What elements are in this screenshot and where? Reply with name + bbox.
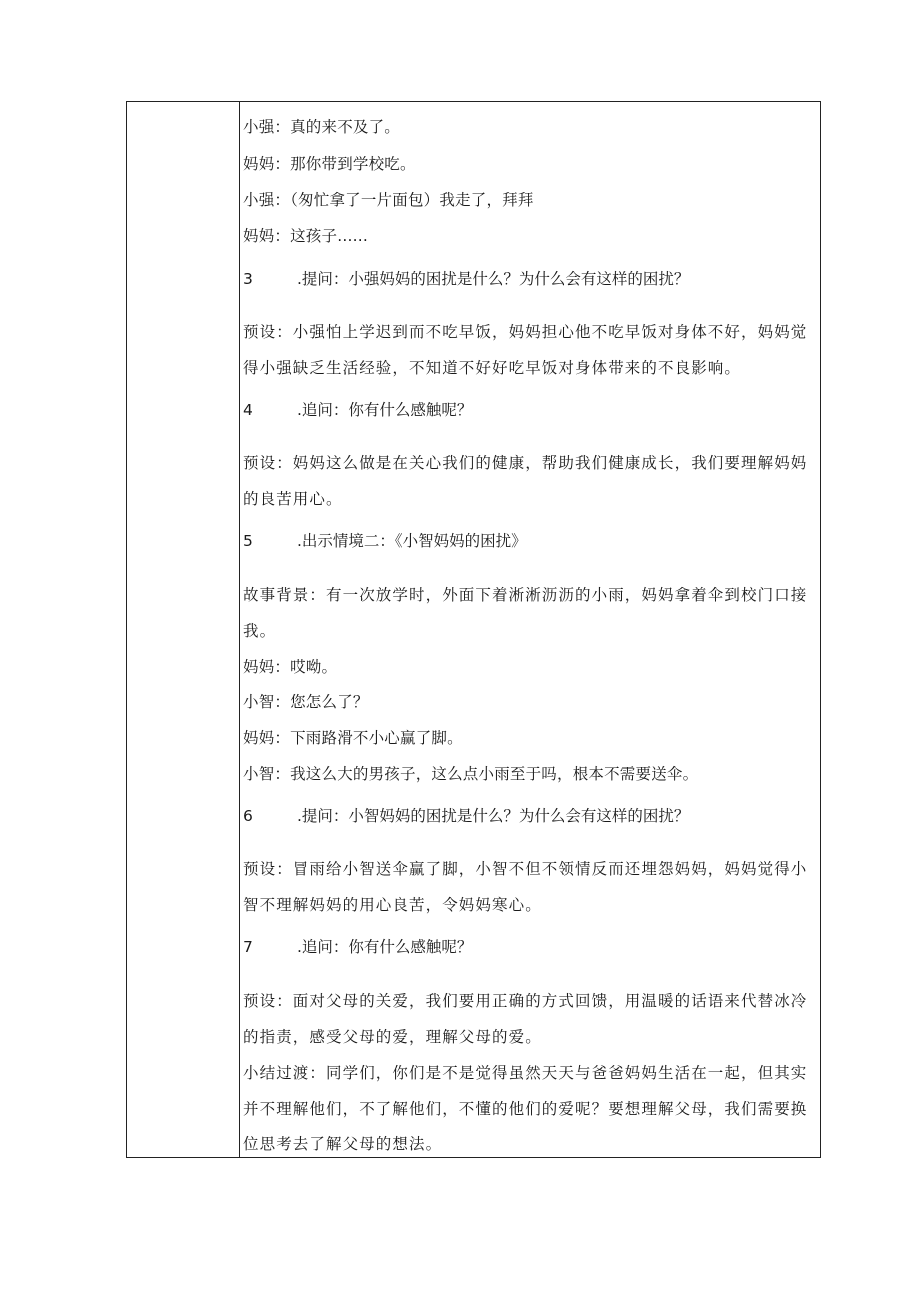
item-number: 7 [243,938,253,956]
paragraph-line: 预设：小强怕上学迟到而不吃早饭，妈妈担心他不吃早饭对身体不好，妈妈觉 [243,323,808,341]
numbered-item-5 [243,531,527,551]
dialogue-line: 妈妈：下雨路滑不小心赢了脚。 [243,729,463,747]
dialogue-line: 妈妈：哎呦。 [243,658,338,676]
paragraph-line: 得小强缺乏生活经验，不知道不好好吃早饭对身体带来的不良影响。 [243,359,742,377]
numbered-item-4 [243,400,472,420]
dialogue-line: 小智：您怎么了？ [243,693,369,711]
paragraph-line: 小结过渡：同学们，你们是不是觉得虽然天天与爸爸妈妈生活在一起，但其实 [243,1064,808,1082]
numbered-item-3 [243,269,689,289]
paragraph-line: 我。 [243,622,277,640]
item-text: .提问：小强妈妈的困扰是什么？为什么会有这样的困扰？ [297,270,690,288]
numbered-item-7 [243,937,472,957]
paragraph-line: 预设：面对父母的关爱，我们要用正确的方式回馈，用温暖的话语来代替冰冷 [243,992,808,1010]
item-text: .提问：小智妈妈的困扰是什么？为什么会有这样的困扰？ [297,807,690,825]
paragraph-line: 位思考去了解父母的想法。 [243,1135,443,1153]
column-divider [239,101,240,1158]
numbered-item-6 [243,806,689,826]
paragraph-line: 预设：冒雨给小智送伞赢了脚，小智不但不领情反而还埋怨妈妈，妈妈觉得小 [243,860,808,878]
item-number: 4 [243,401,253,419]
dialogue-line: 妈妈：这孩子...... [243,227,368,245]
item-number: 6 [243,807,253,825]
paragraph-line: 预设：妈妈这么做是在关心我们的健康，帮助我们健康成长，我们要理解妈妈 [243,454,808,472]
dialogue-line: 小强：真的来不及了。 [243,118,401,136]
paragraph-line: 的良苦用心。 [243,490,343,508]
item-number: 3 [243,270,253,288]
item-text: .追问：你有什么感触呢？ [297,938,473,956]
dialogue-line: 小智：我这么大的男孩子，这么点小雨至于吗，根本不需要送伞。 [243,765,699,783]
dialogue-line: 妈妈：那你带到学校吃。 [243,155,416,173]
paragraph-line: 并不理解他们，不了解他们，不懂的他们的爱呢？要想理解父母，我们需要换 [243,1100,808,1118]
paragraph-line: 的指责，感受父母的爱，理解父母的爱。 [243,1028,542,1046]
item-text: .出示情境二：《小智妈妈的困扰》 [297,532,527,550]
dialogue-line: 小强：（匆忙拿了一片面包）我走了，拜拜 [243,191,534,209]
paragraph-line: 智不理解妈妈的用心良苦，令妈妈寒心。 [243,896,542,914]
item-number: 5 [243,532,253,550]
item-text: .追问：你有什么感触呢？ [297,401,473,419]
paragraph-line: 故事背景：有一次放学时，外面下着淅淅沥沥的小雨，妈妈拿着伞到校门口接 [243,586,808,604]
